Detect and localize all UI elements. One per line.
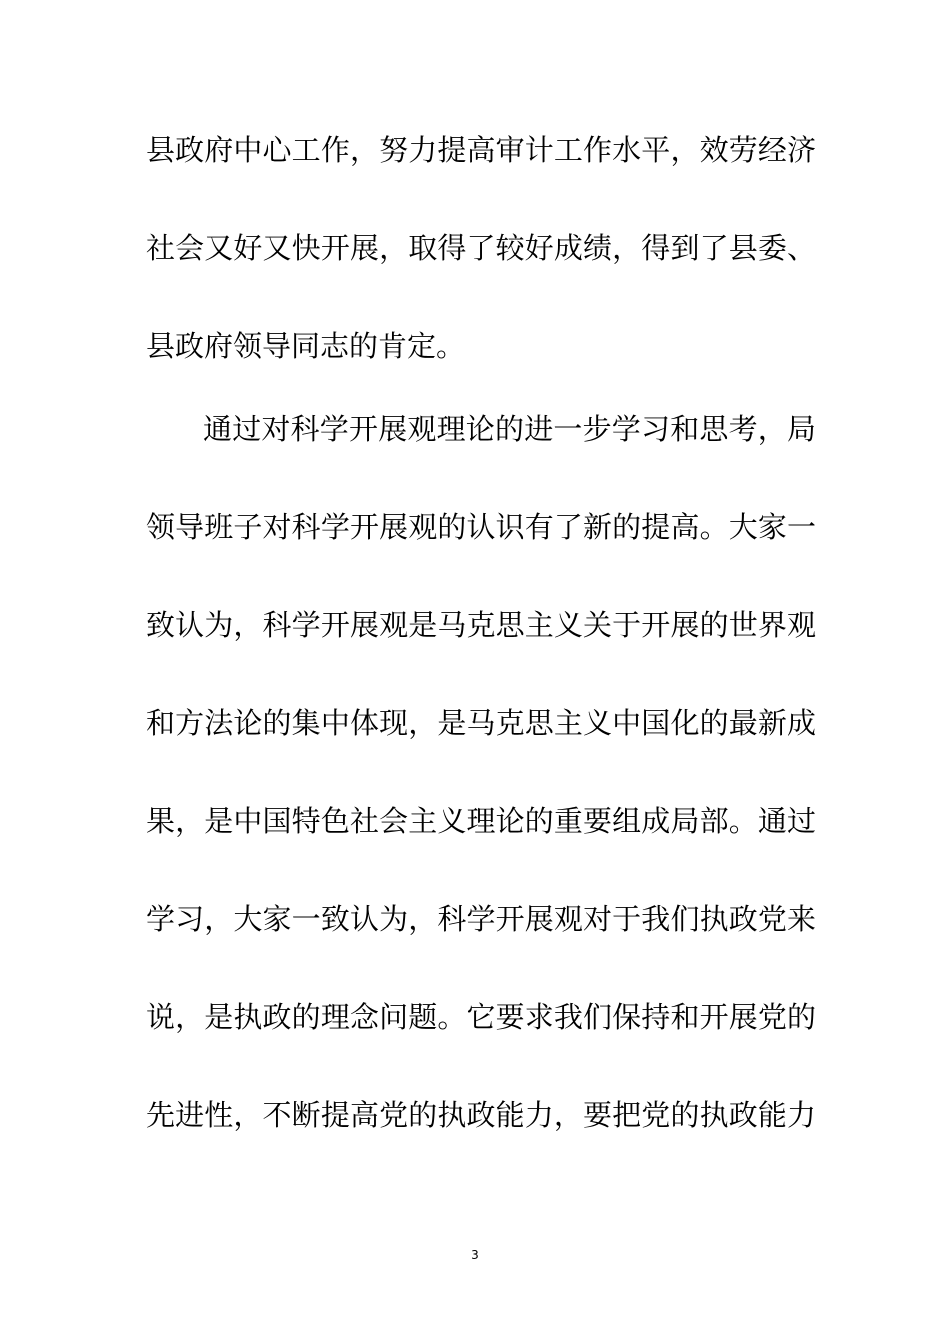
- text-line: 说，是执政的理念问题。它要求我们保持和开展党的: [146, 1000, 816, 1034]
- text-line: 县政府领导同志的肯定。: [146, 329, 466, 363]
- text-line: 致认为，科学开展观是马克思主义关于开展的世界观: [146, 608, 816, 642]
- text-line: 县政府中心工作，努力提高审计工作水平，效劳经济: [146, 133, 816, 167]
- text-line: 和方法论的集中体现，是马克思主义中国化的最新成: [146, 706, 816, 740]
- text-line: 学习，大家一致认为，科学开展观对于我们执政党来: [146, 902, 816, 936]
- text-line: 社会又好又快开展，取得了较好成绩，得到了县委、: [146, 231, 816, 265]
- text-line: 果，是中国特色社会主义理论的重要组成局部。通过: [146, 804, 816, 838]
- text-line: 领导班子对科学开展观的认识有了新的提高。大家一: [146, 510, 816, 544]
- text-line: 先进性，不断提高党的执政能力，要把党的执政能力: [146, 1098, 816, 1132]
- text-line: 通过对科学开展观理论的进一步学习和思考，局: [203, 412, 816, 446]
- page-number: 3: [471, 1248, 479, 1262]
